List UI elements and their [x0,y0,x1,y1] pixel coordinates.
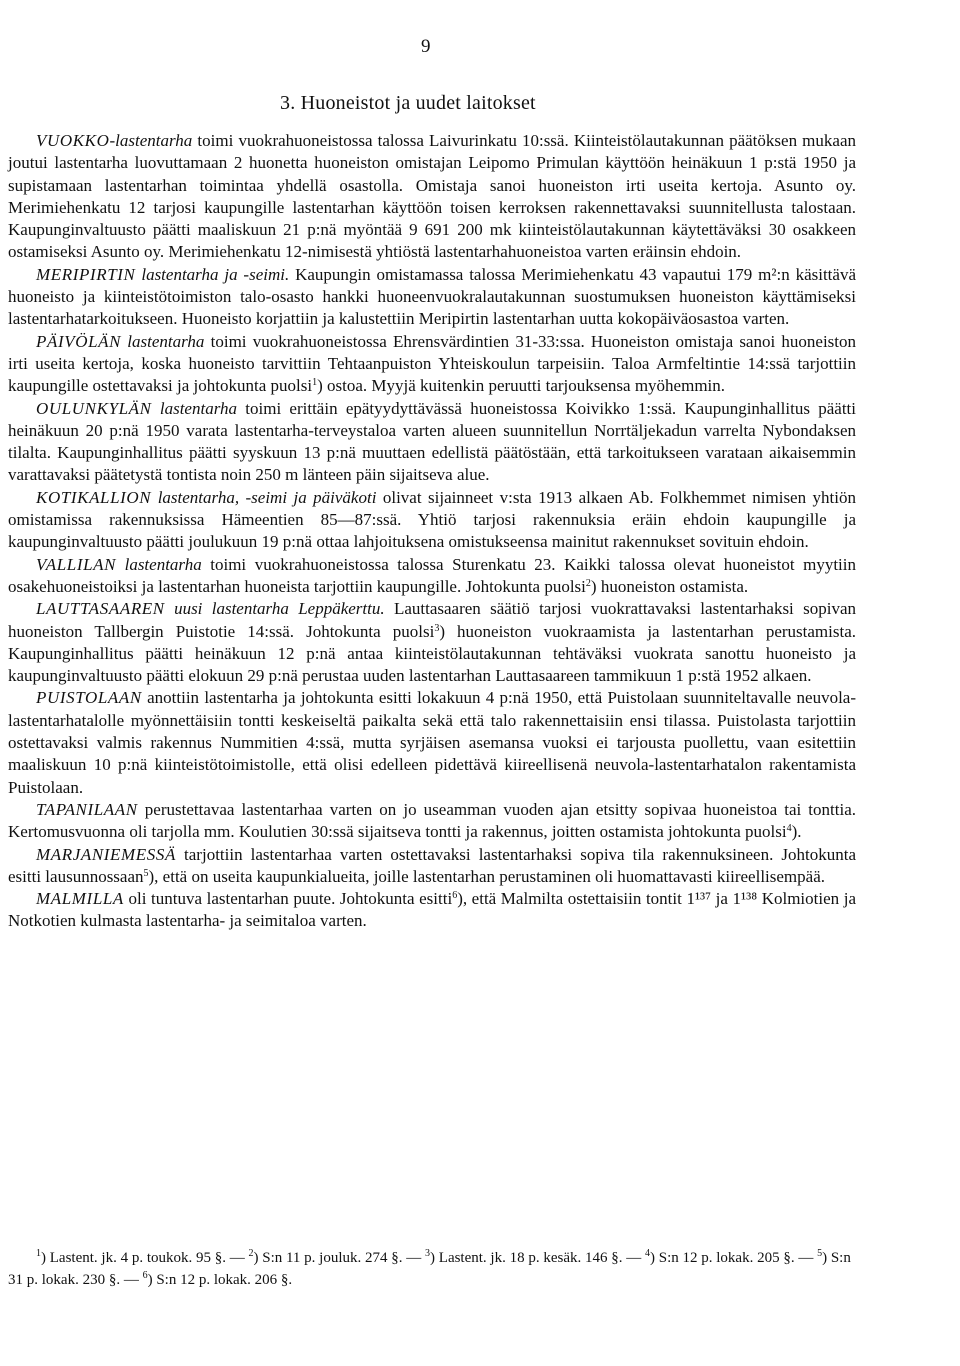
page-number: 9 [421,36,431,57]
footnote-marker: 1 [312,377,318,389]
paragraph-lead: MARJANIEMESSÄ [36,844,176,864]
footnote-text: ) Lastent. jk. 18 p. kesäk. 146 §. — [430,1250,645,1266]
footnote-number: 3 [425,1248,431,1259]
footnote-marker: 4 [786,823,792,835]
paragraph-text: tarjottiin lastentarhaa varten ostettavaksi lastentarhaksi sopiva tila rakennuksineen. Johtokunta esitti lausunnossaan [8,844,856,886]
section-heading: 3. Huoneistot ja uudet laitokset [280,92,536,114]
paragraph-lead-sub: -lastentarha [109,131,193,150]
footnote-number: 2 [248,1248,254,1259]
paragraph-lead: MALMILLA [36,889,124,909]
paragraph-meripirtti [8,264,856,331]
paragraph-text-after: ) ostoa. Myyjä kuitenkin peruutti tarjouksensa myöhemmin. [317,376,726,396]
paragraph-lead: PUISTOLAAN [36,688,142,708]
paragraph-puistola [8,687,856,798]
footnote-text: ) S:n 12 p. lokak. 206 §. [147,1272,293,1288]
paragraph-lead-sub: uusi lastentarha Leppäkerttu. [164,599,385,619]
paragraph-text: toimi vuokrahuoneistossa talossa Laivurinkatu 10:ssä. Kiinteistölautakunnan päätöksen mukaan joutui lastentarha luovuttamaan 2 huonetta huoneiston omistajan Leipomo Primulan käyttöön heinäkuun 1 p:stä 1950 ja supistamaan lastentarhan toimintaa yhdellä osastolla. Omistaja sanoi huoneiston irti useita kertoja. Asunto oy. Merimiehenkatu 12 tarjosi kaupungille lastentarhan käyttöön toisen kerroksen rakennettavaksi suunnitellusta talostaan. Kaupunginvaltuusto päätti maaliskuun 21 p:nä myöntää 9 691 200 mk kiinteistölautakunnan käytettäväksi 30 osakkeen ostamiseksi Asunto oy. Merimiehenkatu 12-nimisestä yhtiöstä lastentarhahuoneistoa varten eräinsin ehdoin. [8,131,856,262]
paragraph-lead-sub: lastentarha, -seimi ja päiväkoti [151,487,377,507]
paragraph-vuokko [8,130,856,264]
paragraph-kotikallio [8,487,856,554]
paragraph-vallila [8,554,856,599]
paragraph-text-after: ), että on useita kaupunkialueita, joille lastentarhan perustaminen oli huomattavasti kiireellisempää. [148,866,825,886]
footnote-marker: 2 [585,577,591,589]
body-text [8,130,856,933]
paragraph-text-after: ) huoneiston vuokraamista ja lastentarhan perustamista. Kaupunginhallitus päätti heinäkuun 12 p:nä antaa kiinteistölautakunnan tehtäväksi vuokrata sanottu huoneisto ja kaupunginvaltuusto päätti elokuun 29 p:nä perustaa uuden lastentarhan Lauttasaareen tammikuun 1 p:stä 1952 alkaen. [8,621,856,686]
paragraph-lead-sub: lastentarha ja -seimi. [135,264,290,284]
footnote-number: 5 [817,1248,823,1259]
footnote-number: 6 [142,1270,148,1281]
footnote-list [8,1247,856,1291]
paragraph-lauttasaari [8,598,856,687]
paragraph-text-after: ). [791,822,802,842]
footnote-marker: 3 [434,622,440,634]
paragraph-text: toimi vuokrahuoneistossa talossa Sturenkatu 23. Kaikki talossa olevat huoneistot myytiin osakehuoneistoiksi ja lastentarhan huoneista tarjottiin kaupungille. Johtokunta puolsi [8,554,856,596]
paragraph-paivola [8,331,856,398]
paragraph-lead-sub: lastentarha [116,554,202,574]
footnote-marker: 6 [452,890,458,902]
paragraph-text: Kaupungin omistamassa talossa Merimiehenkatu 43 vapautui 179 m²:n käsittävä huoneisto ja kiinteistötoimiston talo-osasto hankki huoneenvuokralautakunnan suostumuksen huoneiston käyttämiseksi lastentarhatarkoitukseen. Huoneisto korjattiin ja kalustettiin Meripirtin lastentarhan uutta kokopäiväosastoa varten. [8,264,856,329]
footnote-text: ) S:n 12 p. lokak. 205 §. — [650,1250,818,1266]
paragraph-text: toimi erittäin epätyydyttävässä huoneistossa Koivikko 1:ssä. Kaupunginhallitus päätti heinäkuun 20 p:nä 1950 varata lastentarha-terveystaloa varten alueen suunnitellun Norrtäljekadun varrelta Nybondaksen tilalta. Kaupunginhallitus päätti syyskuun 13 p:nä muuttaen edellistä päätöstään, että tarkoitukseen varataan aikaisemmin varattavaksi päätetystä tontista noin 250 m länteen päin sijaitseva alue. [8,398,856,485]
paragraph-text: olivat sijainneet v:sta 1913 alkaen Ab. Folkhemmet nimisen yhtiön omistamissa rakennuksissa Hämeentien 85—87:ssä. Yhtiö tarjosi rakennuksia eräin ehdoin kaupungille ja kaupunginvaltuusto päätti joulukuun 19 p:nä ottaa lahjoituksena omistukseensa mainitut rakennukset sovituin ehdoin. [8,487,856,552]
paragraph-text: toimi vuokrahuoneistossa Ehrensvärdintien 31-33:ssa. Huoneiston omistaja sanoi huoneiston irti useita kertoja, koska huoneisto tarvittiin Tehtaanpuiston Yhteiskoulun tarpeisiin. Taloa Armfeltintie 14:ssä tarjottiin kaupungille ostettavaksi ja johtokunta puolsi [8,331,857,396]
paragraph-text-after: ), että Malmilta ostettaisiin tontit 1¹³⁷ ja 1¹³⁸ Kolmiotien ja Notkotien kulmasta lastentarha- ja seimitaloa varten. [8,889,856,931]
paragraph-malmi [8,888,856,933]
paragraph-text: Lauttasaaren säätiö tarjosi vuokrattavaksi lastentarhaksi sopivan huoneiston Tallbergin Puistotie 14:ssä. Johtokunta puolsi [8,599,856,641]
paragraph-text-after: ) huoneiston ostamista. [590,576,749,596]
paragraph-lead: KOTIKALLION [36,487,152,507]
paragraph-lead: MERIPIRTIN [36,264,136,284]
paragraph-marjaniemi [8,844,856,889]
footnote-marker: 5 [143,867,149,879]
paragraph-text: oli tuntuva lastentarhan puute. Johtokunta esitti [123,889,453,909]
paragraph-lead-sub: lastentarha [151,398,238,418]
footnote-number: 1 [36,1248,41,1259]
paragraph-lead: TAPANILAAN [36,799,138,819]
paragraph-lead: VUOKKO [36,131,110,150]
paragraph-lead-sub: lastentarha [121,331,205,351]
footnote-number: 4 [645,1248,650,1259]
paragraph-tapanila [8,799,856,844]
paragraph-lead: VALLILAN [36,554,117,574]
paragraph-lead: PÄIVÖLÄN [36,331,122,351]
paragraph-text: perustettavaa lastentarhaa varten on jo useamman vuoden ajan etsitty sopivaa huoneistoa tai tonttia. Kertomusvuonna oli tarjolla mm. Koulutien 30:ssä sijaitseva tontti ja rakennus, joitten ostamista johtokunta puolsi [8,799,856,842]
paragraph-oulunkyla [8,398,856,487]
footnotes [8,1247,856,1291]
footnote-text: ) S:n 11 p. jouluk. 274 §. — [253,1250,426,1266]
footnote-text: ) Lastent. jk. 4 p. toukok. 95 §. — [41,1250,249,1266]
footnote-text: ) S:n 31 p. lokak. 230 §. — [8,1250,851,1288]
paragraph-lead: OULUNKYLÄN [36,398,152,418]
paragraph-lead: LAUTTASAAREN [36,599,165,619]
paragraph-text: anottiin lastentarha ja johtokunta esitti lokakuun 4 p:nä 1950, että Puistolaan suunniteltavalle neuvola-lastentarhatalolle myönnettäisiin tontti keskeiseltä paikalta sekä että talo rakennettaisiin ensi tilassa. Puistolasta tarjottiin ostettavaksi valmis rakennus Nummitien 4:ssä, mutta syrjäisen asemansa vuoksi ei tarjousta puollettu, vaan esitettiin maaliskuun 10 p:nä kiinteistötoimistolle, että olisi edelleen pidettävä kiireellisenä neuvola-lastentarhatalon rakentamista Puistolaan. [8,688,856,797]
